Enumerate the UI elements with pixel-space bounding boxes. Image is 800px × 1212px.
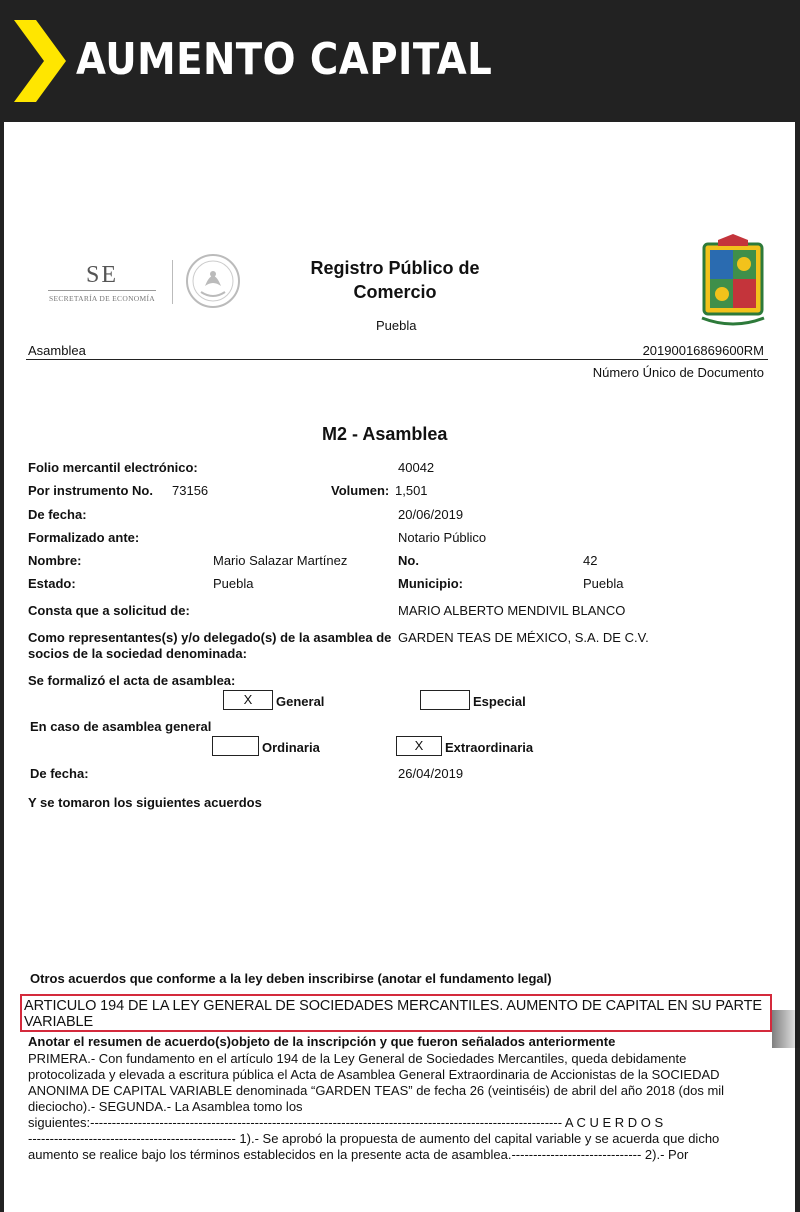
summary-line: protocolizada y elevada a escritura pública el Acta de Asamblea General Extraordinaria de Accionistas de la SOCIEDAD (28, 1067, 720, 1082)
extraordinaria-label: Extraordinaria (445, 740, 534, 755)
summary-line: ------------------------------------------------ 1).- Se aprobó la propuesta de aumento del capital variable y se acuerda que dicho (28, 1131, 720, 1146)
representantes-label-1: Como representantes(s) y/o delegado(s) de la asamblea de (28, 630, 392, 645)
ordinaria-label: Ordinaria (262, 740, 320, 755)
mexican-seal-icon (183, 252, 243, 310)
nombre-value: Mario Salazar Martínez (213, 553, 348, 568)
estado-value: Puebla (213, 576, 254, 591)
general-checkbox[interactable]: X (223, 690, 273, 710)
summary-line: dieciocho).- SEGUNDA.- La Asamblea tomo los (28, 1099, 303, 1114)
highlighted-legal-basis: ARTICULO 194 DE LA LEY GENERAL DE SOCIEDADES MERCANTILES. AUMENTO DE CAPITAL EN SU PARTE VARIABLE (20, 994, 772, 1032)
fecha-label: De fecha: (28, 507, 87, 522)
se-logo (48, 262, 156, 306)
otros-label: Otros acuerdos que conforme a la ley deben inscribirse (anotar el fundamento legal) (30, 971, 552, 986)
state-label: Puebla (376, 318, 417, 333)
registry-title-line1: Registro Público de (310, 258, 480, 278)
representantes-label-2: socios de la sociedad denominada: (28, 646, 247, 661)
logo-separator (172, 260, 173, 304)
summary-line: PRIMERA.- Con fundamento en el artículo 194 de la Ley General de Sociedades Mercantiles, queda debidamente (28, 1051, 687, 1066)
chevron-icon (14, 20, 66, 102)
fecha2-label: De fecha: (30, 766, 89, 781)
box-shadow (772, 1010, 800, 1048)
caso-label: En caso de asamblea general (30, 719, 212, 734)
puebla-crest-icon (698, 234, 768, 330)
se-divider (48, 290, 156, 291)
general-label: General (276, 694, 325, 709)
no-label: No. (398, 553, 419, 568)
se-name: SECRETARÍA DE ECONOMÍA (48, 294, 155, 303)
volumen-value: 1,501 (395, 483, 428, 498)
especial-checkbox[interactable] (420, 690, 470, 710)
resumen-label: Anotar el resumen de acuerdo(s)objeto de la inscripción y que fueron señalados anteriormente (28, 1034, 616, 1049)
extraordinaria-checkbox[interactable]: X (396, 736, 442, 756)
acuerdos-label: Y se tomaron los siguientes acuerdos (28, 795, 262, 810)
folio-label: Folio mercantil electrónico: (28, 460, 198, 475)
document-number-label: Número Único de Documento (592, 365, 764, 380)
summary-line: aumento se realice bajo los términos establecidos en la presente acta de asamblea.------------------------------ 2).- Por (28, 1147, 689, 1162)
summary-paragraph (28, 1051, 768, 1163)
estado-label: Estado: (28, 576, 76, 591)
especial-label: Especial (473, 694, 526, 709)
registry-title-line2: Comercio (353, 282, 437, 302)
volumen-label: Volumen: (331, 483, 390, 498)
fecha-value: 20/06/2019 (398, 507, 464, 522)
ordinaria-checkbox[interactable] (212, 736, 259, 756)
divider (26, 359, 768, 360)
instrumento-value: 73156 (172, 483, 209, 498)
nombre-label: Nombre: (28, 553, 82, 568)
left-border (0, 122, 4, 1212)
summary-line: siguientes:------------------------------------------------------------------------------------------------------------- A C U E R D O S (28, 1115, 664, 1130)
summary-line: ANONIMA DE CAPITAL VARIABLE denominada “GARDEN TEAS” de fecha 26 (veintiséis) de abril del año 2018 (dos mil (28, 1083, 725, 1098)
se-abbr: SE (85, 262, 118, 288)
formalizado-label: Formalizado ante: (28, 530, 140, 545)
right-border (795, 122, 800, 1212)
section-title: M2 - Asamblea (322, 424, 448, 444)
municipio-label: Municipio: (398, 576, 463, 591)
folio-value: 40042 (398, 460, 435, 475)
registry-title (300, 256, 490, 304)
municipio-value: Puebla (583, 576, 624, 591)
instrumento-label: Por instrumento No. (28, 483, 153, 498)
consta-value: MARIO ALBERTO MENDIVIL BLANCO (398, 603, 626, 618)
formalizo-label: Se formalizó el acta de asamblea: (28, 673, 236, 688)
representantes-value: GARDEN TEAS DE MÉXICO, S.A. DE C.V. (398, 630, 649, 645)
header-title: AUMENTO CAPITAL (76, 34, 493, 85)
document-type: Asamblea (28, 343, 86, 358)
formalizado-value: Notario Público (398, 530, 487, 545)
fecha2-value: 26/04/2019 (398, 766, 464, 781)
document-number: 20190016869600RM (642, 343, 764, 358)
no-value: 42 (583, 553, 598, 568)
consta-label: Consta que a solicitud de: (28, 603, 190, 618)
